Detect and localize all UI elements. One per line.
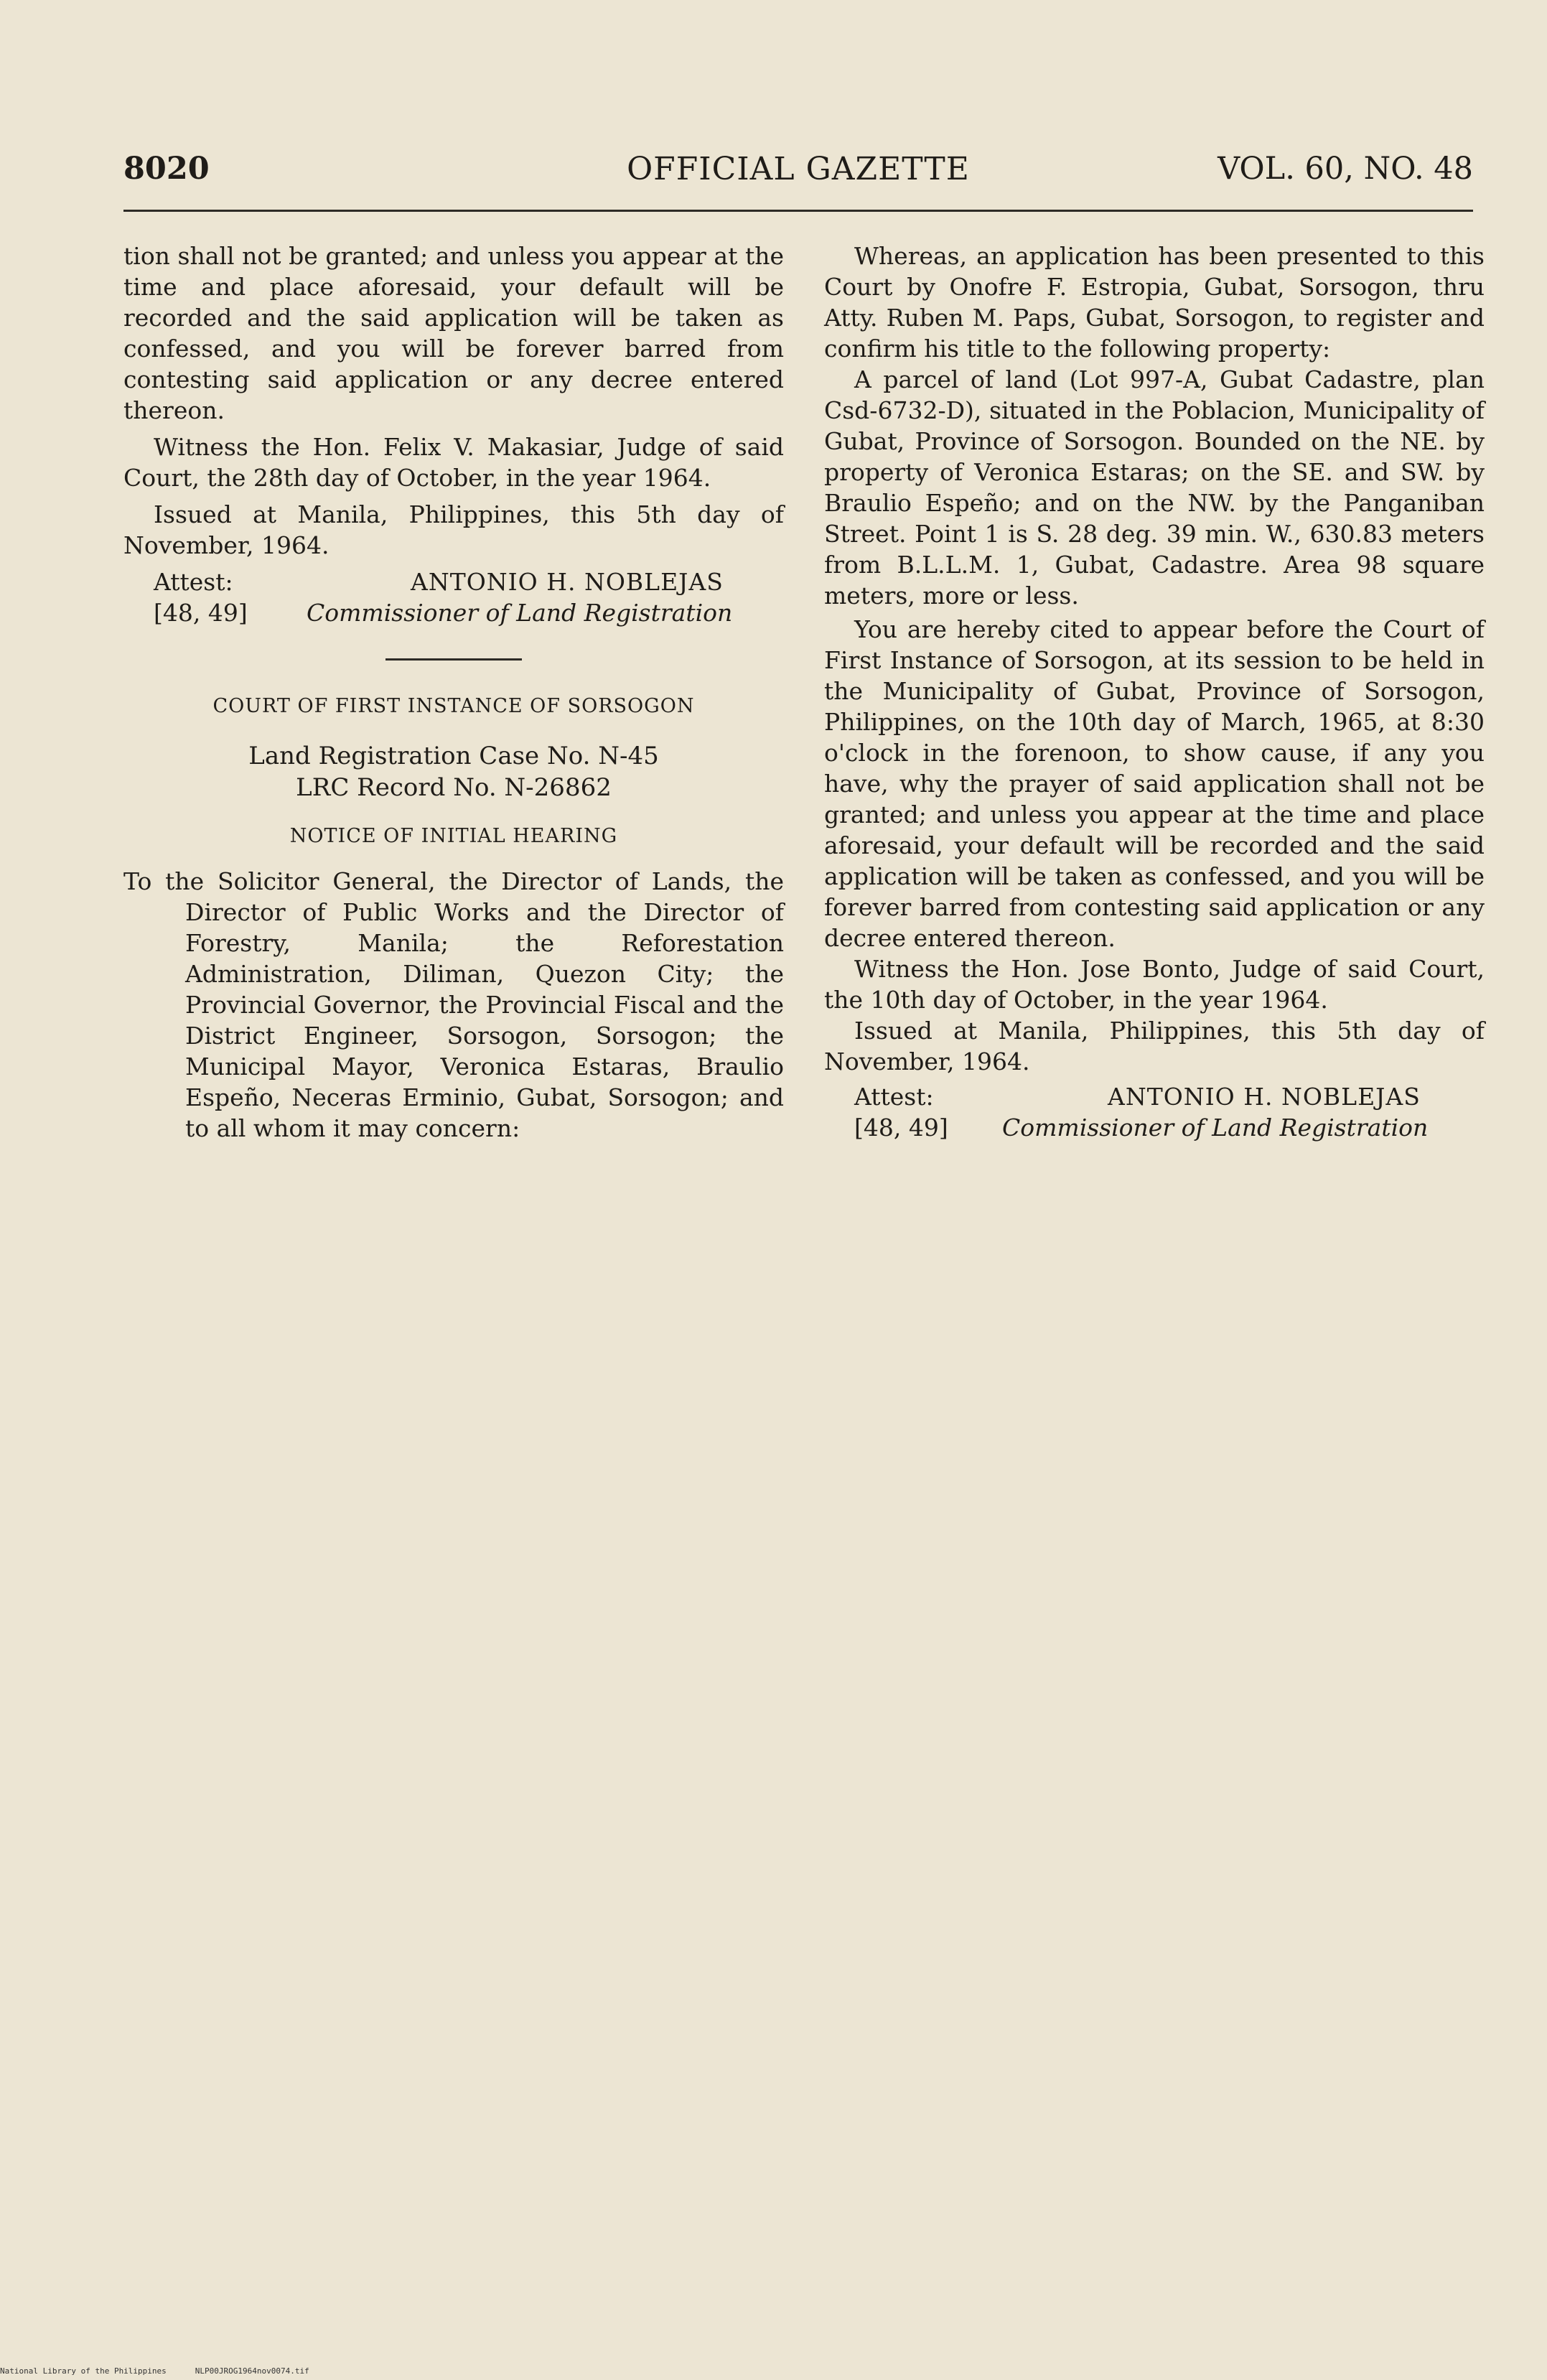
attest-row — [824, 1081, 1485, 1112]
cited-paragraph: You are hereby cited to appear before the Court of First Instance of Sorsogon, at its session to be held in the Municipality of Gubat, Province of Sorsogon, Philippines, on the 10th day of March, 1965, at 8:30 o'clock in the forenoon, to show cause, if any you have, why the prayer of said application shall not be granted; and unless you appear at the time and place aforesaid, your default will be recorded and the said application will be taken as confessed, and you will be forever barred from contesting said application or any decree entered thereon. — [824, 615, 1485, 952]
signatory-name: ANTONIO H. NOBLEJAS — [411, 568, 724, 596]
court-heading: COURT OF FIRST INSTANCE OF SORSOGON — [212, 695, 695, 717]
issued-paragraph: Issued at Manila, Philippines, this 5th day of November, 1964. — [123, 500, 784, 559]
record-number: LRC Record No. N-26862 — [296, 773, 612, 802]
volume-label: VOL. 60, NO. 48 — [1217, 151, 1473, 187]
signatory-title: Commissioner of Land Registration — [1002, 1114, 1429, 1142]
issued-paragraph: Issued at Manila, Philippines, this 5th day of November, 1964. — [824, 1017, 1485, 1075]
left-column — [123, 241, 784, 1144]
signatory-title: Commissioner of Land Registration — [307, 599, 733, 627]
notice-heading: NOTICE OF INITIAL HEARING — [289, 825, 618, 847]
addressee-paragraph: To the Solicitor General, the Director of Lands, the Director of Public Works and the Director of Forestry, Manila; the Reforestation Administration, Diliman, Quezon City; the Provincial Governor, the Provincial Fiscal and the District Engineer, Sorsogon, Sorsogon; the Municipal Mayor, Veronica Estaras, Braulio Espeño, Neceras Erminio, Gubat, Sorsogon; and to all whom it may concern: — [123, 867, 784, 1142]
attest-label: Attest: — [854, 1083, 934, 1111]
attest-label: Attest: — [154, 568, 233, 596]
whereas-paragraph: Whereas, an application has been presented to this Court by Onofre F. Estropia, Gubat, Sorsogon, thru Atty. Ruben M. Paps, Gubat, Sorsogon, to register and confirm his title to the following property: — [824, 242, 1485, 363]
scan-footer — [0, 2366, 1547, 2376]
page-header — [123, 151, 1473, 197]
publication-title: OFFICIAL GAZETTE — [627, 151, 970, 187]
page-number: 8020 — [123, 151, 210, 187]
signatory-row — [123, 597, 784, 628]
issue-reference: [48, 49] — [854, 1114, 948, 1142]
right-column — [824, 241, 1485, 1143]
section-divider — [385, 658, 522, 661]
parcel-paragraph: A parcel of land (Lot 997-A, Gubat Cadastre, plan Csd-6732-D), situated in the Poblacion, Municipality of Gubat, Province of Sorsogon. Bounded on the NE. by property of Veronica Estaras; on the SE. and SW. by Braulio Espeño; and on the NW. by the Panganiban Street. Point 1 is S. 28 deg. 39 min. W., 630.83 meters from B.L.L.M. 1, Gubat, Cadastre. Area 98 square meters, more or less. — [824, 365, 1485, 610]
library-credit: National Library of the Philippines — [0, 2366, 167, 2376]
continued-paragraph: tion shall not be granted; and unless you appear at the time and place aforesaid, your default will be recorded and the said application will be taken as confessed, and you will be forever barred from contesting said application or any decree entered thereon. — [123, 242, 784, 424]
witness-paragraph: Witness the Hon. Felix V. Makasiar, Judge of said Court, the 28th day of October, in the year 1964. — [123, 433, 784, 492]
header-rule — [123, 210, 1473, 212]
signatory-row — [824, 1112, 1485, 1143]
scan-filename: NLP00JROG1964nov0074.tif — [195, 2366, 309, 2376]
signatory-name: ANTONIO H. NOBLEJAS — [1108, 1083, 1421, 1111]
issue-reference: [48, 49] — [154, 599, 248, 627]
witness-paragraph: Witness the Hon. Jose Bonto, Judge of said Court, the 10th day of October, in the year 1964. — [824, 955, 1485, 1014]
case-number: Land Registration Case No. N-45 — [248, 742, 659, 770]
attest-row — [123, 566, 784, 597]
